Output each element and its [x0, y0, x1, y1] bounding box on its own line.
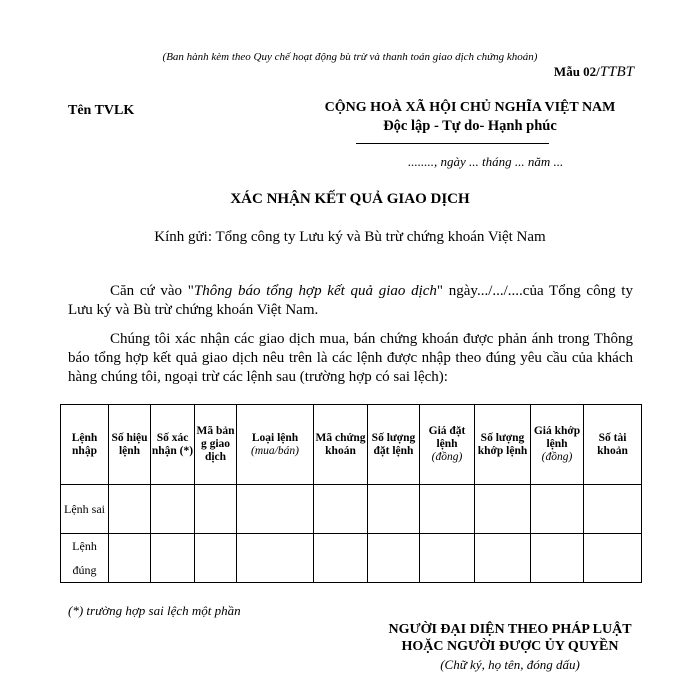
- table-cell: [195, 485, 237, 534]
- table-cell: [237, 485, 314, 534]
- signature-title-line2: HOẶC NGƯỜI ĐƯỢC ỦY QUYỀN: [401, 639, 619, 654]
- table-cell: [368, 534, 420, 583]
- p1-italic-ref: Thông báo tổng hợp kết quả giao dịch: [193, 283, 437, 299]
- header-cell: Giá đặt lệnh (đồng): [420, 405, 475, 485]
- table-row: [61, 534, 642, 583]
- table-cell: [109, 534, 151, 583]
- header-unit: (mua/bán): [251, 444, 299, 457]
- table-cell: [109, 485, 151, 534]
- header-cell: Mã bản g giao dịch: [195, 405, 237, 485]
- p2-text: Chúng tôi xác nhận các giao dịch mua, bán chứng khoán được phản ánh trong Thông báo tổng hợp kết quả giao dịch nêu trên là các lệnh được nhập theo đúng yêu cầu của khách hàng chúng tôi, ngoại trừ các lệnh sau (trường hợp có sai lệch):: [68, 331, 633, 385]
- table-header-row: [61, 405, 642, 485]
- table-cell: [420, 485, 475, 534]
- table-cell: [195, 534, 237, 583]
- table-cell: [151, 485, 195, 534]
- table-cell: [531, 485, 584, 534]
- table-row: [61, 485, 642, 534]
- table-cell: [420, 534, 475, 583]
- signature-title-line1: NGƯỜI ĐẠI DIỆN THEO PHÁP LUẬT: [388, 622, 632, 637]
- national-motto: Độc lập - Tự do- Hạnh phúc: [383, 118, 557, 134]
- place-date-line: ........, ngày ... tháng ... năm ...: [408, 154, 564, 169]
- header-cell: Số lượng đặt lệnh: [368, 405, 420, 485]
- p1-before: Căn cứ vào ": [110, 283, 194, 299]
- header-cell: Lệnh nhập: [61, 405, 109, 485]
- row-label-cell: Lệnh đúng: [61, 534, 109, 583]
- table-cell: [584, 534, 642, 583]
- table-cell: [531, 534, 584, 583]
- paragraph-basis: [68, 282, 633, 320]
- form-code-suffix: TTBT: [599, 64, 634, 80]
- header-cell: Số hiệu lệnh: [109, 405, 151, 485]
- signature-instruction: (Chữ ký, họ tên, đóng dấu): [440, 657, 580, 672]
- table-cell: [475, 534, 531, 583]
- table-cell: [584, 485, 642, 534]
- footnote: (*) trường hợp sai lệch một phần: [68, 603, 241, 618]
- table-cell: [314, 485, 368, 534]
- row-label-cell: Lệnh sai: [61, 485, 109, 534]
- form-code-prefix: Mẫu 02/: [553, 64, 600, 79]
- document-title: XÁC NHẬN KẾT QUẢ GIAO DỊCH: [230, 191, 470, 207]
- organization-label: Tên TVLK: [68, 103, 135, 118]
- table-cell: [237, 534, 314, 583]
- table-cell: [151, 534, 195, 583]
- header-cell: Số xác nhận (*): [151, 405, 195, 485]
- header-cell: Giá khớp lệnh (đồng): [531, 405, 584, 485]
- regulation-note: (Ban hành kèm theo Quy chế hoạt động bù trừ và thanh toán giao dịch chứng khoán): [162, 51, 538, 63]
- paragraph-confirmation: [68, 330, 633, 387]
- form-code: [554, 64, 634, 81]
- motto-underline: [356, 143, 549, 144]
- header-cell: Số lượng khớp lệnh: [475, 405, 531, 485]
- header-unit: (đồng): [541, 451, 573, 463]
- header-unit: (đồng): [431, 451, 463, 463]
- p1-after: " ngày.../.../....của Tổng công ty Lưu ký và Bù trừ chứng khoán Việt Nam.: [68, 283, 633, 318]
- table-cell: [475, 485, 531, 534]
- addressee-line: Kính gửi: Tổng công ty Lưu ký và Bù trừ chứng khoán Việt Nam: [154, 229, 546, 245]
- national-title: CỘNG HOÀ XÃ HỘI CHỦ NGHĨA VIỆT NAM: [324, 100, 616, 115]
- header-cell: Mã chứng khoán: [314, 405, 368, 485]
- table-cell: [368, 485, 420, 534]
- header-cell: Số tài khoản: [584, 405, 642, 485]
- header-cell: Loại lệnh (mua/bán): [237, 405, 314, 485]
- table-cell: [314, 534, 368, 583]
- discrepancy-table: [60, 404, 642, 583]
